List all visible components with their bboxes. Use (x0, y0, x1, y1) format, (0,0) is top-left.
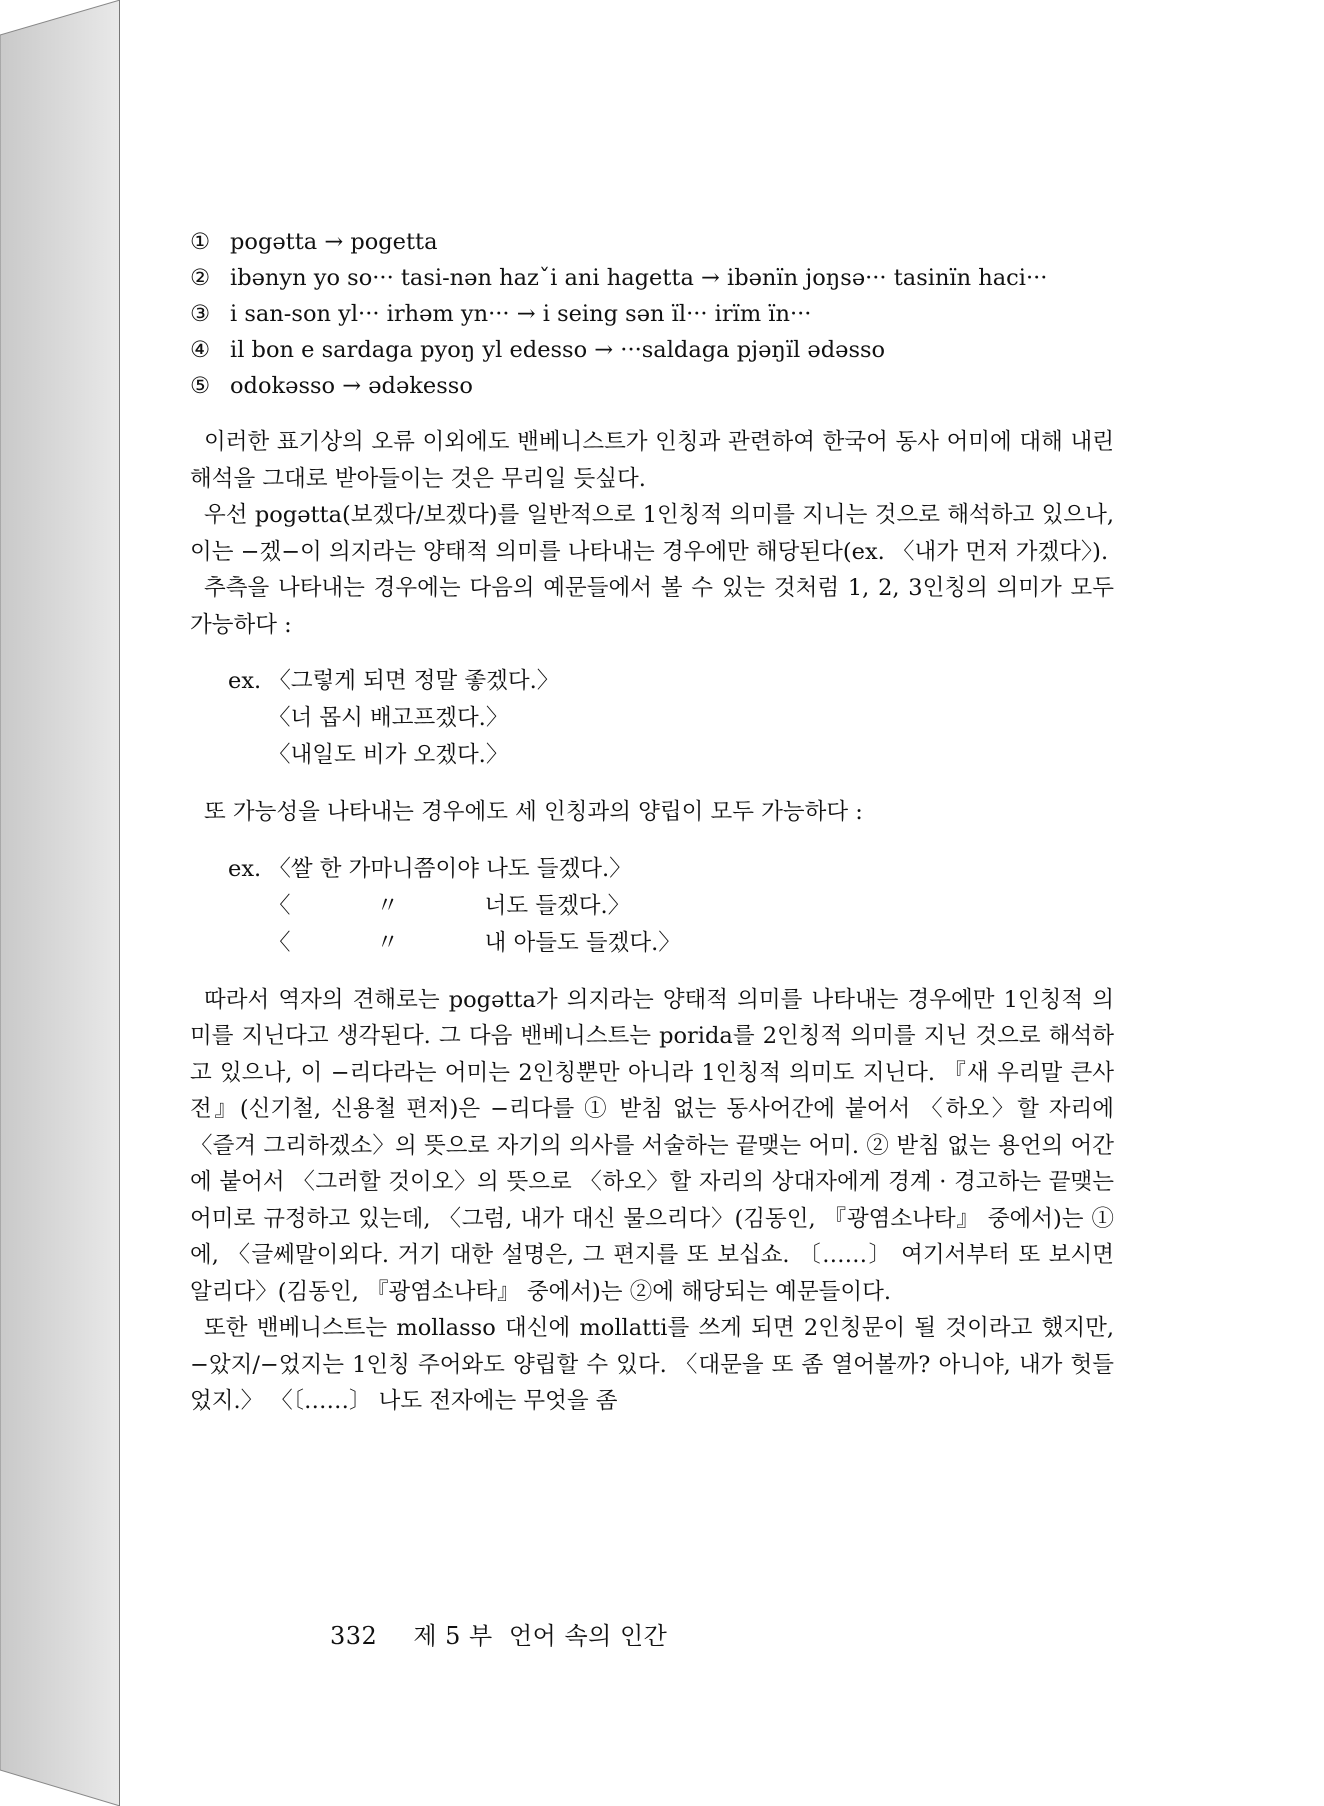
body-paragraph: 우선 pogətta(보겠다/보겠다)를 일반적으로 1인칭적 의미를 지니는 것으로 해석하고 있으나, 이는 −겠−이 의지라는 양태적 의미를 나타내는 경우에만 해당된다(ex. 〈내가 먼저 가겠다〉). (190, 502, 1114, 565)
example-line (228, 737, 1114, 774)
body-paragraph: 추측을 나타내는 경우에는 다음의 예문들에서 볼 수 있는 것처럼 1, 2, 3인칭의 의미가 모두 가능하다 : (190, 575, 1114, 638)
example-text: 〈내일도 비가 오겠다.〉 (268, 742, 509, 768)
example-prefix: ex. (228, 855, 269, 882)
example-text: 〈그렇게 되면 정말 좋겠다.〉 (268, 668, 560, 694)
example-line (228, 925, 1114, 962)
part-title: 언어 속의 인간 (508, 1622, 668, 1650)
list-text: i san-son yl··· irhəm yn··· → i seing sən ïl··· irïm ïn··· (230, 301, 812, 327)
list-text: pogətta → pogetta (230, 229, 438, 255)
example-text: 〈 〃 너도 들겠다.〉 (268, 892, 631, 919)
list-item (190, 332, 1114, 368)
example-line (228, 700, 1114, 737)
body-paragraph: 또 가능성을 나타내는 경우에도 세 인칭과의 양립이 모두 가능하다 : (204, 799, 863, 825)
book-spine-edge (0, 0, 140, 1806)
example-line (228, 888, 1114, 925)
list-text: odokəsso → ədəkesso (230, 373, 473, 399)
list-text: ibənyn yo so··· tasi-nən hazˇi ani hagetta → ibənïn joŋsə··· tasinïn haci··· (230, 265, 1048, 291)
list-number: ① (190, 229, 211, 255)
body-paragraph: 또한 밴베니스트는 mollasso 대신에 mollatti를 쓰게 되면 2인칭문이 될 것이라고 했지만, −았지/−었지는 1인칭 주어와도 양립할 수 있다. 〈대문을 또 좀 열어볼까? 아니야, 내가 헛들었지.〉 〈〔……〕 나도 전자에는 무엇을 좀 (190, 1315, 1114, 1414)
example-line (228, 851, 1114, 888)
body-paragraph: 이러한 표기상의 오류 이외에도 밴베니스트가 인칭과 관련하여 한국어 동사 어미에 대해 내린 해석을 그대로 받아들이는 것은 무리일 듯싶다. (190, 429, 1114, 492)
body-paragraph: 따라서 역자의 견해로는 pogətta가 의지라는 양태적 의미를 나타내는 경우에만 1인칭적 의미를 지닌다고 생각된다. 그 다음 밴베니스트는 porida를 2인칭적 의미를 지닌 것으로 해석하고 있으나, 이 −리다라는 어미는 2인칭뿐만 아니라 1인칭적 의미도 지닌다. 『새 우리말 큰사전』(신기철, 신용철 편저)은 −리다를 ① 받침 없는 동사어간에 붙어서 〈하오〉할 자리에 〈즐겨 그리하겠소〉의 뜻으로 자기의 의사를 서술하는 끝맺는 어미. ② 받침 없는 용언의 어간에 붙어서 〈그러할 것이오〉의 뜻으로 〈하오〉할 자리의 상대자에게 경계 · 경고하는 끝맺는 어미로 규정하고 있는데, 〈그럼, 내가 대신 물으리다〉(김동인, 『광염소나타』 중에서)는 ①에, 〈글쎄말이외다. 거기 대한 설명은, 그 편지를 또 보십쇼. 〔……〕 여기서부터 또 보시면 알리다〉(김동인, 『광염소나타』 중에서)는 ②에 해당되는 예문들이다. (190, 986, 1114, 1305)
list-text: il bon e sardaga pyoŋ yl edesso → ···saldaga pjəŋïl ədəsso (230, 337, 886, 363)
example-text: 〈쌀 한 가마니쯤이야 나도 들겠다.〉 (268, 855, 632, 882)
list-item (190, 260, 1114, 296)
page-number: 332 (330, 1622, 378, 1650)
example-text: 〈너 몹시 배고프겠다.〉 (268, 705, 509, 731)
page-footer (330, 1616, 667, 1651)
example-text: 〈 〃 내 아들도 들겠다.〉 (268, 929, 681, 956)
page-content (190, 224, 1114, 1420)
list-item (190, 368, 1114, 404)
romanization-list (190, 224, 1114, 404)
list-item (190, 296, 1114, 332)
example-block (228, 663, 1114, 774)
list-number: ④ (190, 337, 211, 363)
example-block (228, 851, 1114, 962)
example-prefix: ex. (228, 668, 269, 694)
list-number: ③ (190, 301, 211, 327)
list-number: ② (190, 265, 211, 291)
example-line (228, 663, 1114, 700)
list-item (190, 224, 1114, 260)
part-label: 제 5 부 (413, 1622, 493, 1650)
list-number: ⑤ (190, 373, 211, 399)
